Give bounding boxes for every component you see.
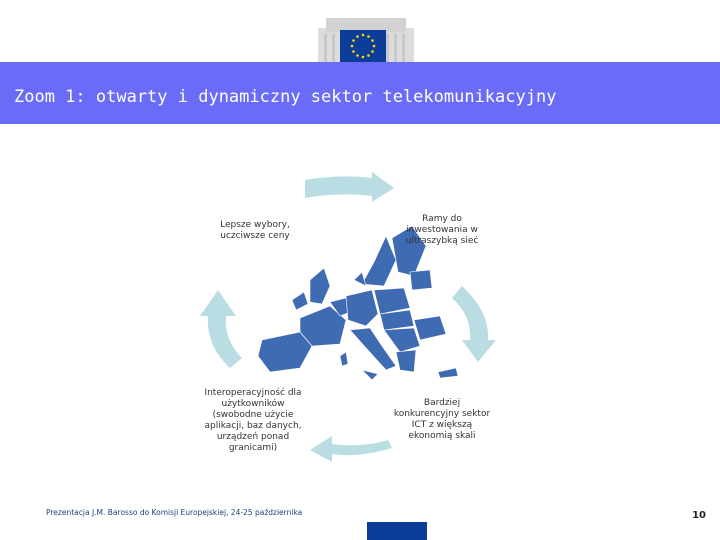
cycle-label-top-left: Lepsze wybory, uczciwsze ceny bbox=[220, 220, 290, 241]
cycle-label-bottom-left: Interoperacyjność dla użytkowników (swobodne użycie aplikacji, baz danych, urządzeń ponad granicami) bbox=[204, 388, 302, 453]
cycle-label-top-right: Ramy do inwestowania w ultraszybką sieć bbox=[405, 214, 479, 246]
cycle-label-bottom-right: Bardziej konkurencyjny sektor ICT z większą ekonomią skali bbox=[393, 398, 491, 441]
page-number: 10 bbox=[692, 510, 706, 521]
arrow-right bbox=[452, 286, 496, 362]
arrow-top bbox=[305, 172, 394, 202]
footer-eu-bar bbox=[367, 522, 427, 540]
arrow-left bbox=[200, 290, 242, 368]
footer-text: Prezentacja J.M. Barosso do Komisji Europejskiej, 24-25 października bbox=[46, 508, 303, 517]
slide-title: Zoom 1: otwarty i dynamiczny sektor telekomunikacyjny bbox=[14, 87, 557, 107]
europe-map bbox=[258, 226, 458, 380]
